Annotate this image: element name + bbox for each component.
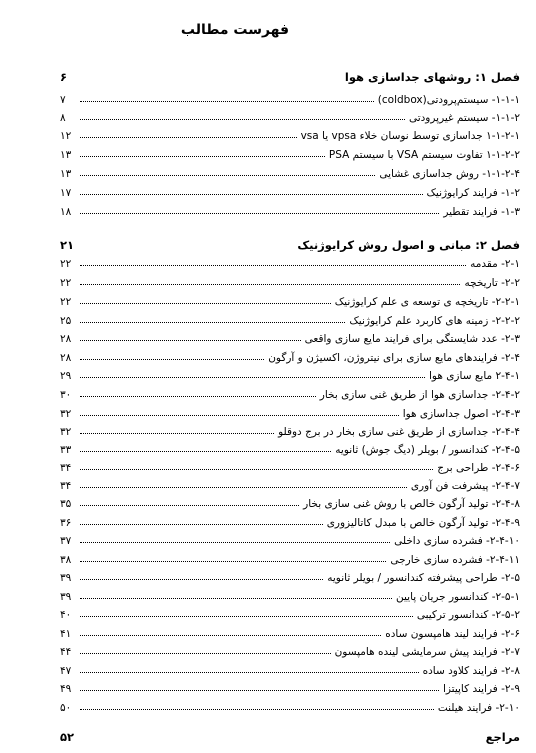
toc-row[interactable]	[60, 548, 520, 566]
toc-page-number: ۷	[60, 94, 66, 106]
toc-entry-label: ۲-۴- فرایندهای مایع سازی برای نیتروژن، اکسیژن و آرگون	[268, 352, 520, 364]
toc-row[interactable]	[60, 456, 520, 474]
toc-page-number: ۱۳	[60, 168, 72, 180]
toc-row[interactable]	[60, 566, 520, 584]
toc-row[interactable]	[60, 200, 520, 218]
toc-entry-label: ۲-۸- فرایند کلاود ساده	[422, 665, 520, 677]
toc-entry-label: فصل ۱: روشهای جداسازی هوا	[344, 70, 520, 84]
dot-leader	[80, 561, 386, 562]
toc-page-number: ۳۰	[60, 389, 72, 401]
toc-page-number: ۳۳	[60, 444, 72, 456]
dot-leader	[80, 213, 439, 214]
toc-entry-label: ۱-۱-۲- سیستم غیرپرودتی	[408, 112, 520, 124]
toc-entry-label: ۲-۴-۵- کندانسور / بویلر (دیگ جوش) ثانویه	[335, 444, 520, 456]
toc-page-number: ۴۷	[60, 665, 72, 677]
dot-leader	[80, 451, 331, 452]
toc-page-number: ۵۰	[60, 702, 72, 714]
toc-entry-label: ۲-۲-۱- تاریخچه ی توسعه ی علم کرایوژنیک	[334, 296, 520, 308]
toc-entry-label: ۱-۱-۱- سیستم‌پرودتی(coldbox)	[377, 94, 520, 106]
toc-page-number: ۲۲	[60, 258, 72, 270]
toc-row[interactable]	[60, 181, 520, 199]
toc-entry-label: ۲-۹- فرایند کاپیتزا	[442, 683, 520, 695]
toc-entry-label: ۲-۵-۱- کندانسور جریان پایین	[395, 591, 520, 603]
toc-row[interactable]	[60, 383, 520, 401]
dot-leader	[80, 303, 331, 304]
toc-row[interactable]	[60, 162, 520, 180]
dot-leader	[80, 635, 381, 636]
toc-page-number: ۱۳	[60, 149, 72, 161]
dot-leader	[80, 598, 392, 599]
toc-chapter-row[interactable]	[60, 726, 520, 744]
toc-row[interactable]	[60, 585, 520, 603]
toc-entry-label: ۲-۴-۸- تولید آرگون خالص با روش غنی سازی بخار	[303, 498, 520, 510]
dot-leader	[80, 616, 413, 617]
toc-page-number: ۳۴	[60, 462, 72, 474]
toc-chapter-row[interactable]	[60, 66, 520, 84]
dot-leader	[80, 322, 345, 323]
dot-leader	[80, 137, 297, 138]
dot-leader	[80, 524, 323, 525]
toc-page-number: ۱۲	[60, 130, 72, 142]
dot-leader	[80, 690, 439, 691]
toc-entry-label: فصل ۲: مبانی و اصول روش کرایوژنیک	[297, 238, 520, 252]
dot-leader	[80, 709, 434, 710]
toc-entry-label: ۲-۴-۴- جداسازی از طریق غنی سازی بخار در برج دوقلو	[278, 426, 520, 438]
toc-page-number: ۳۶	[60, 517, 72, 529]
page-title: فهرست مطالب	[180, 22, 290, 38]
toc-page-number: ۳۲	[60, 408, 72, 420]
toc-entry-label: ۲-۵-۲- کندانسور ترکیبی	[416, 609, 520, 621]
toc-chapter-row[interactable]	[60, 234, 520, 252]
toc-entry-label: ۲-۲- تاریخچه	[464, 277, 520, 289]
toc-page-number: ۳۹	[60, 572, 72, 584]
dot-leader	[80, 284, 460, 285]
toc-entry-label: ۲-۴-۱ مایع سازی هوا	[428, 370, 520, 382]
toc-entry-label: ۱-۱-۲-۴- روش جداسازی غشایی	[379, 168, 520, 180]
dot-leader	[80, 542, 390, 543]
toc-entry-label: ۱-۱-۲-۲ تفاوت سیستم VSA با سیستم PSA	[328, 149, 520, 161]
toc-row[interactable]	[60, 622, 520, 640]
toc-entry-label: ۲-۶- فرایند لیند هامپسون ساده	[385, 628, 520, 640]
dot-leader	[80, 156, 325, 157]
toc-page-number: ۲۲	[60, 277, 72, 289]
toc-row[interactable]	[60, 474, 520, 492]
toc-entry-label: ۲-۴-۷- پیشرفت فن آوری	[410, 480, 520, 492]
toc-page-number: ۲۸	[60, 352, 72, 364]
toc-row[interactable]	[60, 143, 520, 161]
dot-leader	[80, 175, 375, 176]
dot-leader	[80, 579, 323, 580]
toc-row[interactable]	[60, 290, 520, 308]
toc-entry-label: ۲-۳- عدد شایستگی برای فرایند مایع سازی واقعی	[304, 333, 520, 345]
toc-entry-label: ۲-۴-۱۰- فشرده سازی داخلی	[394, 535, 520, 547]
toc-row[interactable]	[60, 529, 520, 547]
toc-row[interactable]	[60, 492, 520, 510]
dot-leader	[80, 415, 399, 416]
toc-entry-label: ۲-۲-۲- زمینه های کاربرد علم کرایوژنیک	[349, 315, 520, 327]
toc-page-number: ۶	[60, 70, 68, 84]
toc-page-number: ۲۸	[60, 333, 72, 345]
dot-leader	[80, 653, 331, 654]
toc-row[interactable]	[60, 364, 520, 382]
toc-page-number: ۳۴	[60, 480, 72, 492]
toc-entry-label: ۲-۴-۳- اصول جداسازی هوا	[402, 408, 520, 420]
toc-page-number: ۵۲	[60, 730, 75, 744]
toc-page-number: ۲۲	[60, 296, 72, 308]
toc-entry-label: ۱-۱-۲-۱ جداسازی توسط نوسان خلاء vpsa یا vsa	[300, 130, 520, 142]
toc-page-number: ۱۸	[60, 206, 72, 218]
dot-leader	[80, 101, 374, 102]
toc-entry-label: ۲-۱۰- فرایند هیلنت	[437, 702, 520, 714]
dot-leader	[80, 469, 433, 470]
toc-row[interactable]	[60, 511, 520, 529]
toc-row[interactable]	[60, 88, 520, 106]
toc-entry-label: ۲-۴-۶- طراحی برج	[437, 462, 520, 474]
toc-row[interactable]	[60, 327, 520, 345]
toc-page-number: ۸	[60, 112, 66, 124]
dot-leader	[80, 194, 423, 195]
toc-entry-label: ۱-۲- فرایند کرایوژنیک	[426, 187, 520, 199]
toc-row[interactable]	[60, 106, 520, 124]
toc-entry-label: ۲-۵- طراحی پیشرفته کندانسور / بویلر ثانویه	[327, 572, 520, 584]
toc-entry-label: ۱-۳- فرایند تقطیر	[443, 206, 520, 218]
toc-entry-label: ۲-۴-۲- جداسازی هوا از طریق غنی سازی بخار	[319, 389, 520, 401]
toc-row[interactable]	[60, 640, 520, 658]
dot-leader	[80, 340, 301, 341]
toc-page-number: ۲۹	[60, 370, 72, 382]
toc-page-number: ۳۸	[60, 554, 72, 566]
dot-leader	[80, 672, 419, 673]
toc-entry-label: مراجع	[485, 730, 520, 744]
toc-page-number: ۴۴	[60, 646, 72, 658]
toc-row[interactable]	[60, 696, 520, 714]
toc-row[interactable]	[60, 659, 520, 677]
dot-leader	[80, 265, 466, 266]
toc-page-number: ۳۲	[60, 426, 72, 438]
toc-row[interactable]	[60, 252, 520, 270]
toc-row[interactable]	[60, 677, 520, 695]
toc-page-number: ۴۰	[60, 609, 72, 621]
toc-page-number: ۲۵	[60, 315, 72, 327]
toc-row[interactable]	[60, 271, 520, 289]
dot-leader	[80, 119, 405, 120]
toc-row[interactable]	[60, 420, 520, 438]
toc-page-number: ۲۱	[60, 238, 75, 252]
dot-leader	[80, 505, 299, 506]
toc-row[interactable]	[60, 309, 520, 327]
toc-page-number: ۱۷	[60, 187, 72, 199]
toc-page-number: ۳۷	[60, 535, 72, 547]
dot-leader	[80, 487, 407, 488]
dot-leader	[80, 433, 274, 434]
toc-page-number: ۴۱	[60, 628, 72, 640]
toc-entry-label: ۲-۱- مقدمه	[470, 258, 520, 270]
dot-leader	[80, 359, 264, 360]
toc-entry-label: ۲-۴-۹- تولید آرگون خالص با مبدل کاتالیزوری	[326, 517, 520, 529]
dot-leader	[80, 396, 316, 397]
toc-entry-label: ۲-۴-۱۱- فشرده سازی خارجی	[390, 554, 520, 566]
toc-row[interactable]	[60, 402, 520, 420]
toc-page-number: ۳۹	[60, 591, 72, 603]
dot-leader	[80, 377, 425, 378]
toc-row[interactable]	[60, 346, 520, 364]
toc-row[interactable]	[60, 124, 520, 142]
toc-page-number: ۳۵	[60, 498, 72, 510]
toc-entry-label: ۲-۷- فرایند پیش سرمایشی لینده هامپسون	[334, 646, 520, 658]
toc-row[interactable]	[60, 438, 520, 456]
toc-page-number: ۴۹	[60, 683, 72, 695]
toc-row[interactable]	[60, 603, 520, 621]
